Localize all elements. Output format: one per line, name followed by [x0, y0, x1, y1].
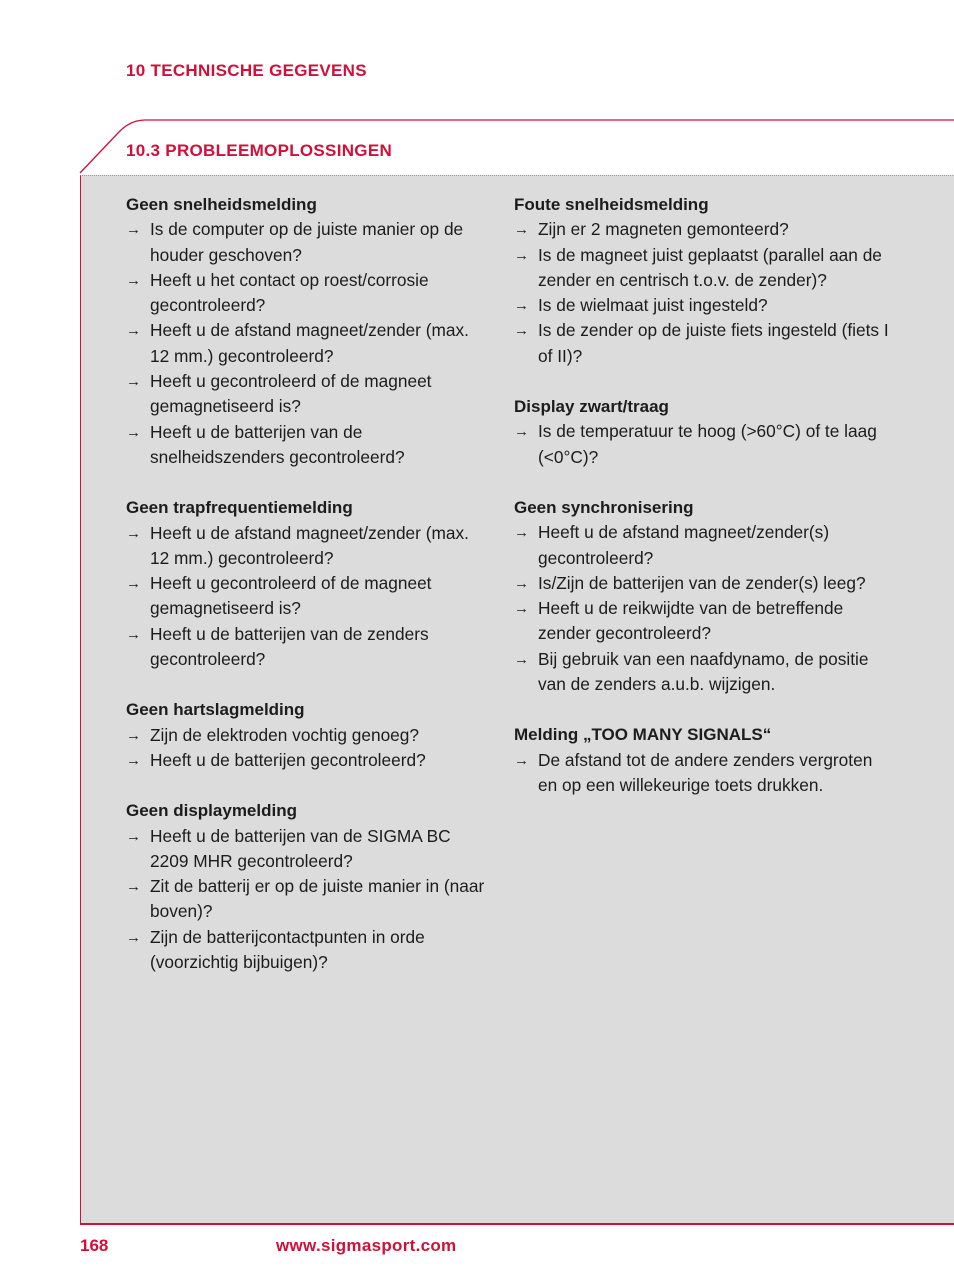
- arrow-right-icon: →: [126, 271, 141, 289]
- arrow-right-icon: →: [126, 878, 141, 896]
- list-item-text: Is/Zijn de batterijen van de zender(s) leeg?: [538, 572, 866, 593]
- list-item: [514, 647, 894, 698]
- group-title: Geen synchronisering: [514, 497, 694, 517]
- arrow-right-icon: →: [514, 600, 529, 618]
- list-item: [514, 520, 894, 571]
- list-item: [126, 925, 486, 976]
- list-item: [126, 420, 486, 471]
- list-item-text: Zijn de batterijcontactpunten in orde (voorzichtig bijbuigen)?: [150, 926, 425, 973]
- list-item-text: Bij gebruik van een naafdynamo, de positie van de zenders a.u.b. wijzigen.: [538, 648, 869, 695]
- arrow-right-icon: →: [126, 221, 141, 239]
- group-title: Geen hartslagmelding: [126, 700, 305, 720]
- troubleshooting-group: [514, 722, 894, 798]
- list-item-text: Heeft u de batterijen van de snelheidszenders gecontroleerd?: [150, 421, 405, 467]
- list-item-text: Heeft u gecontroleerd of de magneet gemagnetiseerd is?: [150, 573, 432, 619]
- troubleshooting-group: [514, 192, 894, 369]
- list-item-text: Heeft u de afstand magneet/zender (max. 12 mm.) gecontroleerd?: [150, 320, 469, 366]
- arrow-right-icon: →: [126, 322, 141, 340]
- arrow-right-icon: →: [514, 524, 529, 542]
- list-item-text: Is de wielmaat juist ingesteld?: [538, 295, 768, 316]
- list-item-text: Heeft u de batterijen van de zenders gecontroleerd?: [150, 623, 429, 670]
- troubleshooting-group: [126, 798, 486, 975]
- list-item: [514, 571, 894, 596]
- list-item-text: Zijn de elektroden vochtig genoeg?: [150, 724, 420, 745]
- list-item-text: Heeft u de afstand magneet/zender (max. 12 mm.) gecontroleerd?: [150, 522, 469, 568]
- arrow-right-icon: →: [514, 574, 529, 592]
- list-item: [514, 217, 894, 242]
- list-item-text: Heeft u gecontroleerd of de magneet gemagnetiseerd is?: [150, 371, 432, 417]
- troubleshooting-group: [126, 495, 486, 672]
- list-item-text: Heeft u het contact op roest/corrosie gecontroleerd?: [150, 269, 429, 316]
- list-item-text: Is de computer op de juiste manier op de houder geschoven?: [150, 219, 464, 265]
- right-column: [514, 192, 894, 823]
- list-item: [514, 748, 894, 799]
- arrow-right-icon: →: [126, 827, 141, 845]
- list-item: [126, 874, 486, 925]
- arrow-right-icon: →: [514, 297, 529, 315]
- group-title: Display zwart/traag: [514, 397, 669, 417]
- list-item-text: De afstand tot de andere zenders vergroten en op een willekeurige toets drukken.: [538, 749, 873, 795]
- group-title: Geen trapfrequentiemelding: [126, 498, 353, 518]
- list-item: [126, 318, 486, 369]
- list-item-text: Is de zender op de juiste fiets ingesteld (fiets I of II)?: [538, 320, 889, 366]
- list-item-text: Zit de batterij er op de juiste manier in (naar boven)?: [150, 876, 485, 922]
- arrow-right-icon: →: [514, 322, 529, 340]
- troubleshooting-group: [514, 495, 894, 697]
- arrow-right-icon: →: [514, 246, 529, 264]
- list-item: [126, 723, 486, 748]
- arrow-right-icon: →: [126, 524, 141, 542]
- list-item: [126, 268, 486, 319]
- list-item-text: Zijn er 2 magneten gemonteerd?: [538, 219, 789, 240]
- list-item-text: Heeft u de batterijen van de SIGMA BC 2209 MHR gecontroleerd?: [150, 825, 451, 871]
- list-item: [514, 419, 894, 470]
- list-item: [514, 243, 894, 294]
- list-item-text: Heeft u de reikwijdte van de betreffende zender gecontroleerd?: [538, 598, 844, 644]
- list-item: [126, 748, 486, 773]
- arrow-right-icon: →: [126, 575, 141, 593]
- list-item-text: Heeft u de batterijen gecontroleerd?: [150, 749, 426, 770]
- list-item-text: Heeft u de afstand magneet/zender(s) gecontroleerd?: [538, 522, 830, 568]
- troubleshooting-group: [514, 394, 894, 470]
- list-item: [126, 521, 486, 572]
- list-item: [514, 596, 894, 647]
- arrow-right-icon: →: [126, 928, 141, 946]
- section-title: 10.3 PROBLEEMOPLOSSINGEN: [126, 141, 393, 160]
- arrow-right-icon: →: [514, 423, 529, 441]
- arrow-right-icon: →: [126, 625, 141, 643]
- list-item: [514, 318, 894, 369]
- arrow-right-icon: →: [126, 726, 141, 744]
- arrow-right-icon: →: [514, 221, 529, 239]
- group-title: Geen snelheidsmelding: [126, 195, 317, 214]
- chapter-title: 10 TECHNISCHE GEGEVENS: [126, 61, 367, 80]
- page-number: 168: [80, 1236, 109, 1255]
- list-item: [126, 824, 486, 875]
- arrow-right-icon: →: [126, 751, 141, 769]
- troubleshooting-group: [126, 697, 486, 773]
- list-item: [126, 571, 486, 622]
- list-item-text: Is de magneet juist geplaatst (parallel aan de zender en centrisch t.o.v. de zender)?: [538, 244, 882, 290]
- footer-url: www.sigmasport.com: [276, 1236, 457, 1255]
- arrow-right-icon: →: [126, 423, 141, 441]
- arrow-right-icon: →: [126, 373, 141, 391]
- group-title: Geen displaymelding: [126, 801, 297, 821]
- list-item: [126, 369, 486, 420]
- list-item-text: Is de temperatuur te hoog (>60°C) of te laag (<0°C)?: [538, 421, 877, 467]
- left-column: [126, 192, 486, 1000]
- arrow-right-icon: →: [514, 751, 529, 769]
- list-item: [126, 217, 486, 268]
- troubleshooting-group: [126, 192, 486, 470]
- group-title: Foute snelheidsmelding: [514, 195, 709, 214]
- arrow-right-icon: →: [514, 650, 529, 668]
- list-item: [514, 293, 894, 318]
- group-title: Melding „TOO MANY SIGNALS“: [514, 725, 772, 745]
- list-item: [126, 622, 486, 673]
